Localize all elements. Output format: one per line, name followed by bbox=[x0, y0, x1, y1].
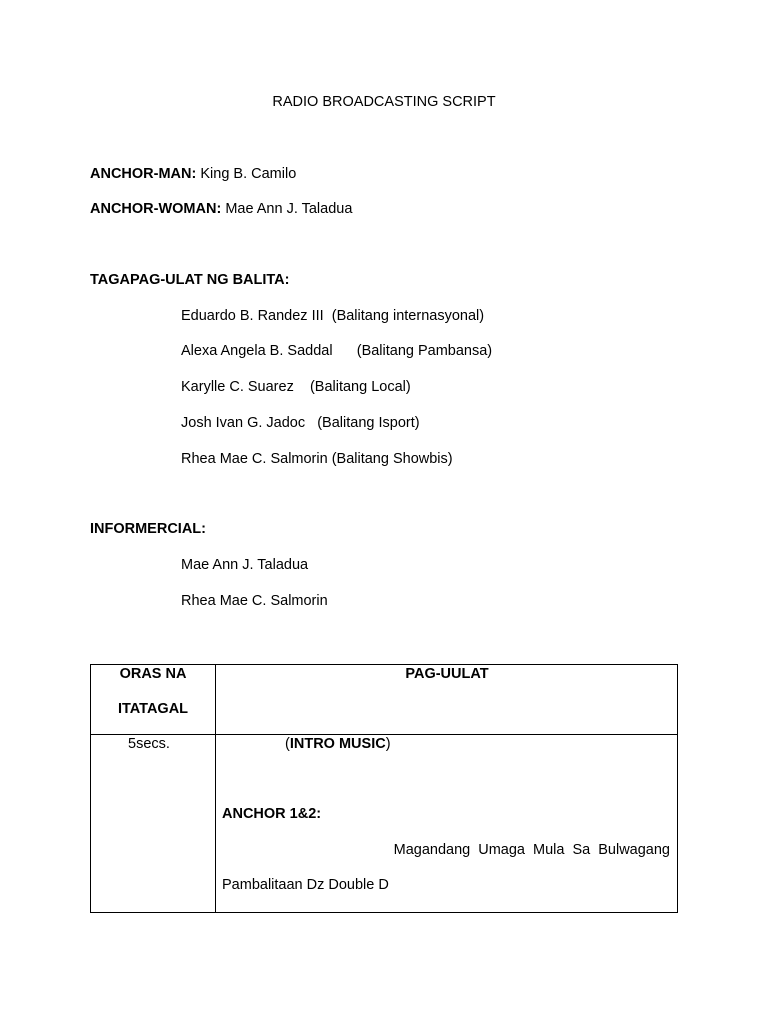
reporter-line bbox=[181, 450, 453, 468]
anchor-man-name: King B. Camilo bbox=[200, 166, 297, 182]
reporter-beat: (Balitang Showbis) bbox=[331, 451, 453, 467]
intro-close-paren: ) bbox=[385, 736, 391, 752]
reporter-name: Rhea Mae C. Salmorin bbox=[181, 451, 328, 467]
greeting-line-1: Magandang Umaga Mula Sa Bulwagang bbox=[393, 842, 670, 858]
intro-music-label: INTRO MUSIC bbox=[289, 736, 386, 752]
table-header-report bbox=[216, 665, 678, 735]
table-row bbox=[91, 735, 678, 913]
anchor-man-label: ANCHOR-MAN: bbox=[90, 166, 197, 182]
reporter-name: Alexa Angela B. Saddal bbox=[181, 343, 333, 359]
reporter-beat: (Balitang Pambansa) bbox=[356, 343, 493, 359]
reporter-beat: (Balitang Local) bbox=[309, 379, 411, 395]
table-header-row bbox=[91, 665, 678, 735]
reporter-line bbox=[181, 378, 411, 396]
duration-header-line1: ORAS NA bbox=[119, 666, 187, 682]
informercial-item: Rhea Mae C. Salmorin bbox=[181, 593, 328, 609]
script-table bbox=[90, 664, 678, 913]
anchor-woman-name: Mae Ann J. Taladua bbox=[225, 201, 353, 217]
duration-cell bbox=[91, 735, 216, 913]
greeting-line-2: Pambalitaan Dz Double D bbox=[222, 877, 389, 893]
reporter-line bbox=[181, 414, 420, 432]
anchor-woman-label: ANCHOR-WOMAN: bbox=[90, 201, 222, 217]
reporter-line bbox=[181, 342, 492, 360]
reporter-beat: (Balitang Isport) bbox=[317, 415, 420, 431]
page-title: RADIO BROADCASTING SCRIPT bbox=[272, 94, 496, 110]
report-header: PAG-UULAT bbox=[405, 666, 489, 682]
informercial-item: Mae Ann J. Taladua bbox=[181, 557, 309, 573]
duration-header-line2: ITATAGAL bbox=[117, 701, 189, 717]
reporter-beat: (Balitang internasyonal) bbox=[331, 308, 485, 324]
speaker-label: ANCHOR 1&2: bbox=[222, 806, 322, 822]
reporter-name: Karylle C. Suarez bbox=[181, 379, 294, 395]
informercial-heading: INFORMERCIAL: bbox=[90, 521, 206, 537]
table-header-duration bbox=[91, 665, 216, 735]
duration-value: 5secs. bbox=[128, 736, 170, 752]
report-cell bbox=[216, 735, 678, 913]
reporter-line bbox=[181, 307, 484, 325]
anchor-woman-line bbox=[90, 200, 352, 218]
anchor-man-line bbox=[90, 165, 296, 183]
intro-music-cue bbox=[285, 735, 391, 753]
reporter-name: Eduardo B. Randez III bbox=[181, 308, 324, 324]
reporters-heading: TAGAPAG-ULAT NG BALITA: bbox=[90, 272, 290, 288]
intro-open-paren: ( bbox=[285, 736, 290, 752]
reporter-name: Josh Ivan G. Jadoc bbox=[181, 415, 306, 431]
